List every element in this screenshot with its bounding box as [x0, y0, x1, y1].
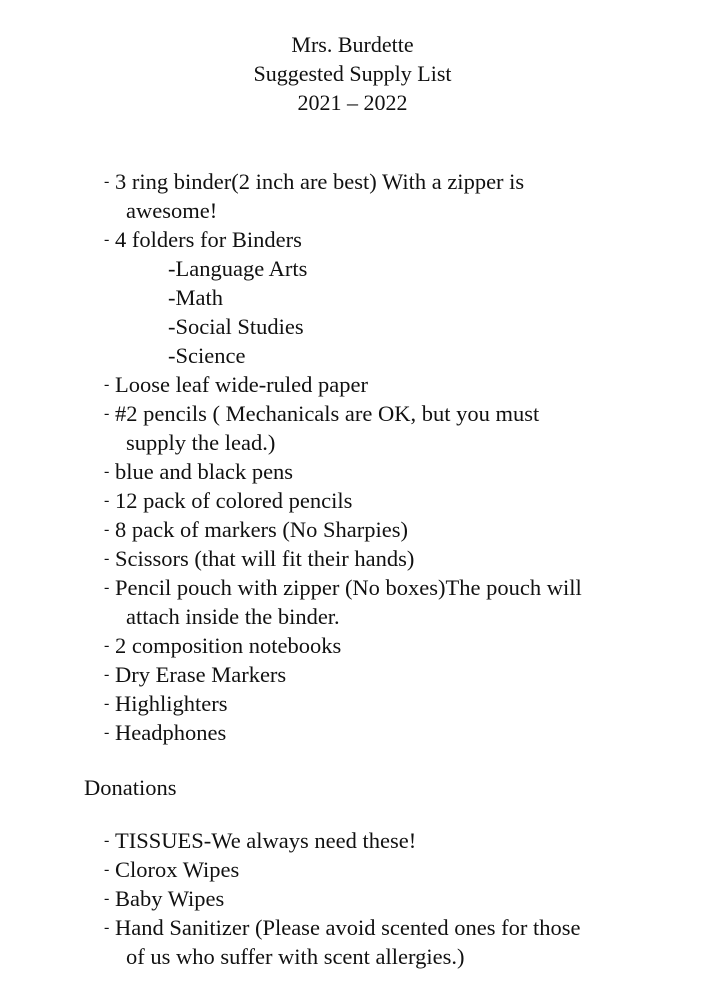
item-text: Dry Erase Markers — [115, 662, 287, 687]
item-text-continued: awesome! — [126, 198, 218, 223]
list-item — [104, 457, 664, 486]
folder-subitem: -Language Arts — [168, 256, 308, 281]
list-item — [104, 486, 664, 515]
item-text: Scissors (that will fit their hands) — [115, 546, 415, 571]
item-text-continued: supply the lead.) — [126, 430, 276, 455]
bullet: - — [104, 463, 110, 480]
bullet: - — [104, 521, 110, 538]
list-item — [104, 718, 664, 747]
list-item — [104, 544, 664, 573]
item-text: 4 folders for Binders — [115, 227, 302, 252]
supply-list — [104, 167, 664, 747]
bullet: - — [104, 405, 110, 422]
folder-subitem: -Social Studies — [168, 314, 304, 339]
bullet: - — [104, 492, 110, 509]
school-year: 2021 – 2022 — [297, 90, 408, 115]
list-item — [104, 660, 664, 689]
document-title: Suggested Supply List — [253, 61, 452, 86]
bullet: - — [104, 890, 110, 907]
bullet: - — [104, 919, 110, 936]
item-text-continued: of us who suffer with scent allergies.) — [126, 944, 465, 969]
list-item — [104, 826, 664, 855]
bullet: - — [104, 173, 110, 190]
item-text: Pencil pouch with zipper (No boxes)The pouch will — [115, 575, 582, 600]
list-item — [104, 573, 664, 631]
item-text: TISSUES-We always need these! — [115, 828, 417, 853]
bullet: - — [104, 724, 110, 741]
list-item — [104, 399, 664, 457]
donations-heading: Donations — [84, 775, 177, 800]
bullet: - — [104, 695, 110, 712]
list-item — [104, 515, 664, 544]
teacher-name: Mrs. Burdette — [291, 32, 414, 57]
item-text-continued: attach inside the binder. — [126, 604, 340, 629]
list-item — [104, 225, 664, 254]
bullet: - — [104, 832, 110, 849]
bullet: - — [104, 861, 110, 878]
list-item — [104, 370, 664, 399]
list-item — [104, 167, 664, 225]
item-text: 3 ring binder(2 inch are best) With a zipper is — [115, 169, 525, 194]
list-item — [104, 884, 664, 913]
folder-subitem: -Science — [168, 343, 246, 368]
item-text: Baby Wipes — [115, 886, 225, 911]
folder-subitem: -Math — [168, 285, 223, 310]
bullet: - — [104, 376, 110, 393]
bullet: - — [104, 666, 110, 683]
bullet: - — [104, 550, 110, 567]
item-text: 8 pack of markers (No Sharpies) — [115, 517, 409, 542]
item-text: Hand Sanitizer (Please avoid scented ones for those — [115, 915, 581, 940]
bullet: - — [104, 231, 110, 248]
document-header — [0, 30, 705, 117]
item-text: Headphones — [115, 720, 227, 745]
item-text: #2 pencils ( Mechanicals are OK, but you must — [115, 401, 540, 426]
bullet: - — [104, 637, 110, 654]
item-text: Loose leaf wide-ruled paper — [115, 372, 369, 397]
list-item — [104, 913, 664, 971]
bullet: - — [104, 579, 110, 596]
list-item — [104, 631, 664, 660]
list-item — [104, 855, 664, 884]
item-text: 2 composition notebooks — [115, 633, 342, 658]
item-text: blue and black pens — [115, 459, 294, 484]
item-text: Clorox Wipes — [115, 857, 240, 882]
donations-list — [104, 826, 664, 971]
item-text: 12 pack of colored pencils — [115, 488, 353, 513]
item-text: Highlighters — [115, 691, 228, 716]
list-item — [104, 689, 664, 718]
